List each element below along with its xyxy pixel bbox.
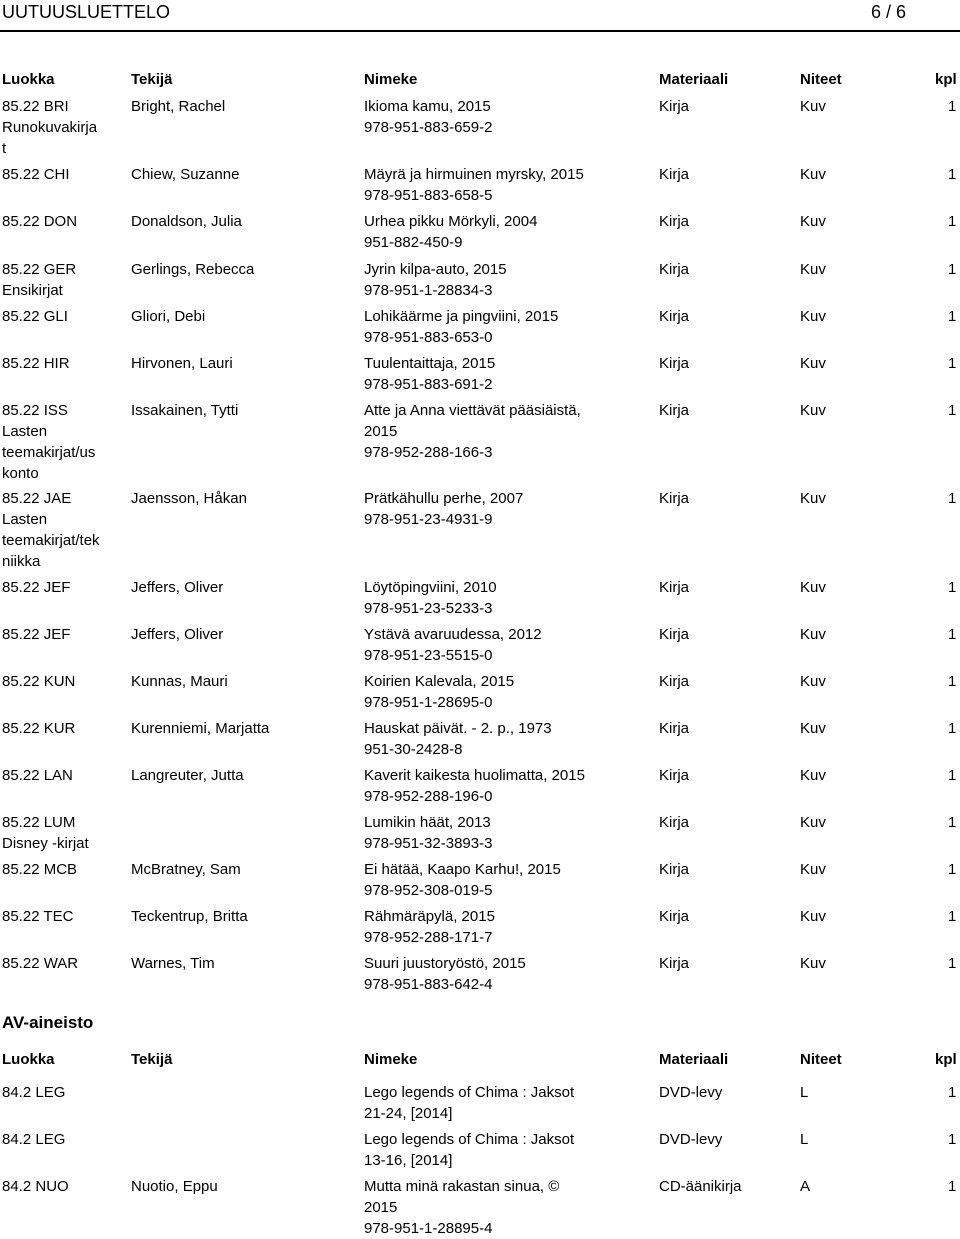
cell-luokka: 85.22 GER Ensikirjat [2,261,77,299]
cell-niteet: A [800,1178,811,1195]
column-header-materiaali: Materiaali [659,71,729,88]
cell-nimeke: Koirien Kalevala, 2015 978-951-1-28695-0 [364,673,515,711]
cell-nimeke: Urhea pikku Mörkyli, 2004 951-882-450-9 [364,213,538,251]
cell-nimeke: Hauskat päivät. - 2. p., 1973 951-30-2428-8 [364,720,552,758]
cell-materiaali: Kirja [659,814,690,831]
cell-materiaali: Kirja [659,261,690,278]
cell-tekija: Warnes, Tim [131,955,215,972]
cell-tekija: Bright, Rachel [131,98,226,115]
cell-luokka: 85.22 KUR [2,720,76,737]
cell-kpl: 1 [948,767,957,784]
cell-nimeke: Rähmäräpylä, 2015 978-952-288-171-7 [364,908,495,946]
cell-nimeke: Lego legends of Chima : Jaksot 13-16, [2014] [364,1131,575,1169]
cell-kpl: 1 [948,814,957,831]
cell-niteet: Kuv [800,673,826,690]
cell-tekija: Jeffers, Oliver [131,626,224,643]
cell-kpl: 1 [948,355,957,372]
cell-nimeke: Ystävä avaruudessa, 2012 978-951-23-5515-0 [364,626,542,664]
cell-nimeke: Löytöpingviini, 2010 978-951-23-5233-3 [364,579,497,617]
cell-niteet: Kuv [800,402,826,419]
cell-tekija: Hirvonen, Lauri [131,355,233,372]
cell-luokka: 85.22 JEF [2,626,71,643]
page-number: 6 / 6 [870,2,906,22]
cell-nimeke: Ei hätää, Kaapo Karhu!, 2015 978-952-308-019-5 [364,861,561,899]
cell-nimeke: Mutta minä rakastan sinua, © 2015 978-951-1-28895-4 [364,1178,560,1237]
cell-kpl: 1 [948,908,957,925]
cell-nimeke: Suuri juustoryöstö, 2015 978-951-883-642-4 [364,955,526,993]
cell-tekija: Gliori, Debi [131,308,206,325]
cell-materiaali: Kirja [659,579,690,596]
cell-kpl: 1 [948,402,957,419]
cell-niteet: Kuv [800,767,826,784]
cell-kpl: 1 [948,213,957,230]
cell-nimeke: Lohikäärme ja pingviini, 2015 978-951-883-653-0 [364,308,559,346]
cell-kpl: 1 [948,98,957,115]
cell-niteet: Kuv [800,355,826,372]
column-header-nimeke: Nimeke [364,71,418,88]
cell-niteet: Kuv [800,861,826,878]
cell-luokka: 85.22 JAE Lasten teemakirjat/tek niikka [2,490,100,570]
cell-materiaali: Kirja [659,98,690,115]
cell-tekija: Gerlings, Rebecca [131,261,255,278]
cell-materiaali: DVD-levy [659,1084,723,1101]
cell-materiaali: CD-äänikirja [659,1178,742,1195]
cell-nimeke: Kaverit kaikesta huolimatta, 2015 978-952-288-196-0 [364,767,585,805]
cell-kpl: 1 [948,626,957,643]
cell-luokka: 85.22 WAR [2,955,79,972]
cell-materiaali: Kirja [659,673,690,690]
cell-kpl: 1 [948,720,957,737]
av-table-header [0,1049,960,1071]
cell-tekija: Donaldson, Julia [131,213,242,230]
cell-materiaali: Kirja [659,626,690,643]
cell-nimeke: Jyrin kilpa-auto, 2015 978-951-1-28834-3 [364,261,507,299]
cell-luokka: 84.2 LEG [2,1131,66,1148]
cell-luokka: 85.22 LUM Disney -kirjat [2,814,89,852]
column-header-niteet: Niteet [800,1051,842,1068]
column-header-kpl: kpl [935,1051,957,1068]
cell-kpl: 1 [948,673,957,690]
cell-kpl: 1 [948,308,957,325]
document-title: UUTUUSLUETTELO [2,2,171,22]
cell-tekija: Teckentrup, Britta [131,908,248,925]
cell-luokka: 85.22 GLI [2,308,68,325]
cell-kpl: 1 [948,490,957,507]
cell-materiaali: Kirja [659,402,690,419]
cell-nimeke: Atte ja Anna viettävät pääsiäistä, 2015 978-952-288-166-3 [364,402,581,461]
cell-luokka: 84.2 NUO [2,1178,69,1195]
cell-nimeke: Lego legends of Chima : Jaksot 21-24, [2014] [364,1084,575,1122]
cell-luokka: 84.2 LEG [2,1084,66,1101]
cell-luokka: 85.22 KUN [2,673,76,690]
cell-kpl: 1 [948,166,957,183]
cell-materiaali: Kirja [659,490,690,507]
cell-materiaali: Kirja [659,213,690,230]
cell-luokka: 85.22 LAN [2,767,73,784]
cell-nimeke: Mäyrä ja hirmuinen myrsky, 2015 978-951-883-658-5 [364,166,584,204]
header-divider [0,30,960,32]
cell-tekija: McBratney, Sam [131,861,241,878]
cell-niteet: Kuv [800,814,826,831]
cell-niteet: L [800,1131,809,1148]
cell-kpl: 1 [948,1084,957,1101]
cell-kpl: 1 [948,1178,957,1195]
cell-nimeke: Lumikin häät, 2013 978-951-32-3893-3 [364,814,493,852]
cell-materiaali: Kirja [659,955,690,972]
cell-materiaali: Kirja [659,908,690,925]
cell-niteet: Kuv [800,261,826,278]
column-header-materiaali: Materiaali [659,1051,729,1068]
cell-kpl: 1 [948,579,957,596]
cell-tekija: Kunnas, Mauri [131,673,228,690]
cell-luokka: 85.22 HIR [2,355,70,372]
cell-luokka: 85.22 TEC [2,908,74,925]
column-header-kpl: kpl [935,71,957,88]
cell-luokka: 85.22 MCB [2,861,78,878]
cell-materiaali: Kirja [659,767,690,784]
cell-nimeke: Tuulentaittaja, 2015 978-951-883-691-2 [364,355,496,393]
cell-tekija: Issakainen, Tytti [131,402,239,419]
section-title-av: AV-aineisto [2,1013,94,1032]
cell-niteet: Kuv [800,213,826,230]
cell-nimeke: Ikioma kamu, 2015 978-951-883-659-2 [364,98,493,136]
column-header-luokka: Luokka [2,71,55,88]
cell-kpl: 1 [948,861,957,878]
cell-luokka: 85.22 JEF [2,579,71,596]
cell-niteet: Kuv [800,955,826,972]
cell-kpl: 1 [948,1131,957,1148]
column-header-nimeke: Nimeke [364,1051,418,1068]
cell-niteet: Kuv [800,579,826,596]
cell-kpl: 1 [948,955,957,972]
cell-niteet: Kuv [800,98,826,115]
column-header-tekija: Tekijä [131,71,173,88]
cell-niteet: Kuv [800,908,826,925]
cell-materiaali: Kirja [659,308,690,325]
cell-tekija: Langreuter, Jutta [131,767,244,784]
cell-luokka: 85.22 CHI [2,166,70,183]
page-header [0,0,960,30]
column-header-tekija: Tekijä [131,1051,173,1068]
cell-niteet: Kuv [800,720,826,737]
cell-materiaali: DVD-levy [659,1131,723,1148]
cell-niteet: Kuv [800,308,826,325]
cell-tekija: Jaensson, Håkan [131,490,247,507]
cell-niteet: Kuv [800,166,826,183]
cell-niteet: L [800,1084,809,1101]
cell-tekija: Nuotio, Eppu [131,1178,218,1195]
cell-niteet: Kuv [800,490,826,507]
cell-niteet: Kuv [800,626,826,643]
cell-tekija: Chiew, Suzanne [131,166,240,183]
cell-nimeke: Prätkähullu perhe, 2007 978-951-23-4931-9 [364,490,524,528]
cell-materiaali: Kirja [659,355,690,372]
cell-materiaali: Kirja [659,166,690,183]
cell-materiaali: Kirja [659,861,690,878]
column-header-niteet: Niteet [800,71,842,88]
cell-tekija: Kurenniemi, Marjatta [131,720,270,737]
cell-luokka: 85.22 BRI Runokuvakirja t [2,98,98,157]
cell-luokka: 85.22 ISS Lasten teemakirjat/us konto [2,402,96,482]
books-table-header [0,69,960,91]
column-header-luokka: Luokka [2,1051,55,1068]
cell-materiaali: Kirja [659,720,690,737]
cell-tekija: Jeffers, Oliver [131,579,224,596]
cell-luokka: 85.22 DON [2,213,78,230]
cell-kpl: 1 [948,261,957,278]
